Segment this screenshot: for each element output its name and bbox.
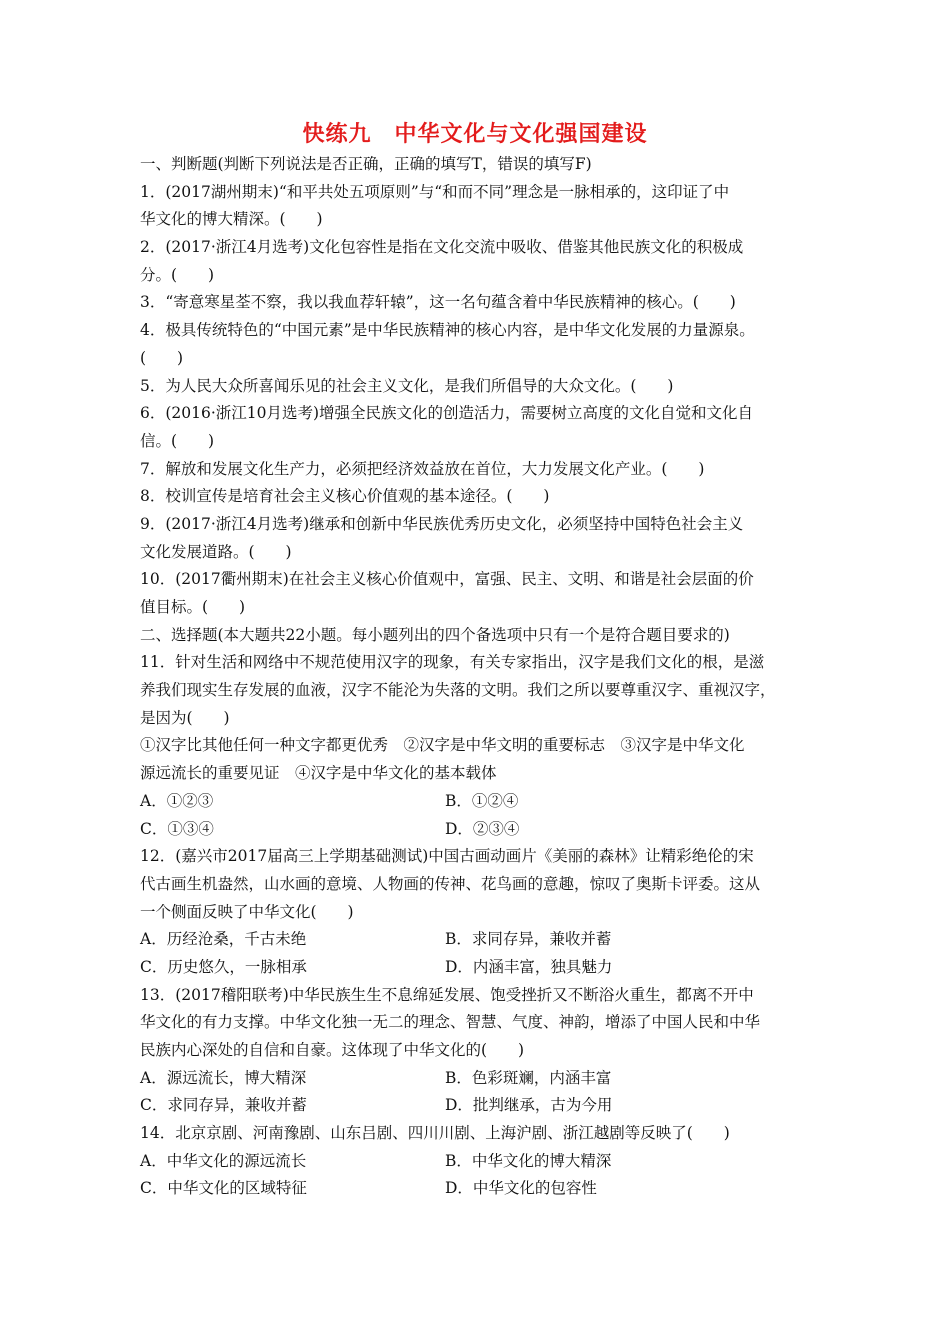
question-text-line: ①汉字比其他任何一种文字都更优秀 ②汉字是中华文明的重要标志 ③汉字是中华文化 [140,736,745,755]
document-body [140,151,820,1203]
option-row [140,926,820,954]
answer-option: B．①②④ [445,791,519,810]
question-text-line: 10．(2017衢州期末)在社会主义核心价值观中，富强、民主、文明、和谐是社会层面的价 [140,570,754,589]
judgment-item [140,317,820,372]
answer-option: A．中华文化的源远流长 [140,1151,307,1170]
question-text-line: 民族内心深处的自信和自豪。这体现了中华文化的( ) [140,1041,525,1059]
choice-question [140,982,820,1120]
question-text-line: ( ) [140,348,184,367]
question-text-line: 2．(2017·浙江4月选考)文化包容性是指在文化交流中吸收、借鉴其他民族文化的积极成 [140,238,744,257]
choice-questions [140,649,820,1203]
answer-option: A．历经沧桑，千古未绝 [140,930,307,949]
judgment-item [140,179,820,234]
choice-question [140,1120,820,1203]
question-text-line: 值目标。( ) [140,598,246,616]
option-row [140,954,820,982]
question-text-line: 一个侧面反映了中华文化( ) [140,902,354,921]
judgment-item [140,456,820,484]
question-text-line: 1．(2017湖州期末)“和平共处五项原则”与“和而不同”理念是一脉相承的，这印证了中 [140,182,730,201]
option-row [140,788,820,816]
question-text-line: 3．“寄意寒星荃不察，我以我血荐轩辕”，这一名句蕴含着中华民族精神的核心。( ) [140,293,736,312]
question-text-line: 12．(嘉兴市2017届高三上学期基础测试)中国古画动画片《美丽的森林》让精彩绝伦的宋 [140,847,754,866]
judgment-item [140,400,820,455]
question-text-line: 9．(2017·浙江4月选考)继承和创新中华民族优秀历史文化，必须坚持中国特色社会主义 [140,514,744,533]
judgment-item [140,511,820,566]
answer-option: C．求同存异，兼收并蓄 [140,1096,307,1115]
answer-option: D．②③④ [445,819,520,838]
answer-option: C．历史悠久，一脉相承 [140,957,307,976]
answer-option: B．中华文化的博大精深 [445,1151,612,1170]
section-heading-choice: 二、选择题(本大题共22小题。每小题列出的四个备选项中只有一个是符合题目要求的) [140,625,730,644]
question-text-line: 信。( ) [140,431,215,450]
judgment-item [140,373,820,401]
question-text-line: 源远流长的重要见证 ④汉字是中华文化的基本载体 [140,764,497,783]
question-text-line: 6．(2016·浙江10月选考)增强全民族文化的创造活力，需要树立高度的文化自觉和文化自 [140,404,754,423]
section-heading-judgment: 一、判断题(判断下列说法是否正确，正确的填写T，错误的填写F) [140,155,592,173]
question-text-line: 4．极具传统特色的“中国元素”是中华民族精神的核心内容，是中华文化发展的力量源泉。 [140,321,755,340]
page-title: 快练九 中华文化与文化强国建设 [302,122,648,147]
option-row [140,1092,820,1120]
answer-option: B．求同存异，兼收并蓄 [445,930,612,949]
answer-option: C．中华文化的区域特征 [140,1179,307,1198]
question-text-line: 分。( ) [140,265,215,284]
answer-option: D．中华文化的包容性 [445,1179,597,1198]
answer-option: B．色彩斑斓，内涵丰富 [445,1068,612,1087]
question-text-line: 14．北京京剧、河南豫剧、山东吕剧、四川川剧、上海沪剧、浙江越剧等反映了( ) [140,1124,730,1143]
judgment-item [140,234,820,289]
question-text-line: 是因为( ) [140,708,230,727]
question-text-line: 代古画生机盎然，山水画的意境、人物画的传神、花鸟画的意趣，惊叹了奥斯卡评委。这从 [140,874,761,893]
judgment-item [140,483,820,511]
question-text-line: 文化发展道路。( ) [140,542,292,561]
question-text-line: 养我们现实生存发展的血液，汉字不能沦为失落的文明。我们之所以要尊重汉字、重视汉字， [140,681,776,700]
answer-option: A．源远流长，博大精深 [140,1068,307,1087]
question-text-line: 11．针对生活和网络中不规范使用汉字的现象，有关专家指出，汉字是我们文化的根，是滋 [140,653,765,672]
question-text-line: 8．校训宣传是培育社会主义核心价值观的基本途径。( ) [140,487,550,506]
answer-option: C．①③④ [140,819,214,838]
answer-option: A．①②③ [140,791,214,810]
answer-option: D．内涵丰富，独具魅力 [445,957,613,976]
judgment-item [140,289,820,317]
option-row [140,1065,820,1093]
question-text-line: 华文化的有力支撑。中华文化独一无二的理念、智慧、气度、神韵，增添了中国人民和中华 [140,1013,761,1032]
answer-option: D．批判继承，古为今用 [445,1096,613,1115]
question-text-line: 7．解放和发展文化生产力，必须把经济效益放在首位，大力发展文化产业。( ) [140,459,705,478]
judgment-item [140,566,820,621]
option-row [140,816,820,844]
judgment-items [140,179,820,622]
question-text-line: 5．为人民大众所喜闻乐见的社会主义文化，是我们所倡导的大众文化。( ) [140,376,674,395]
choice-question [140,843,820,981]
choice-question [140,649,820,843]
question-text-line: 华文化的博大精深。( ) [140,210,323,229]
question-text-line: 13．(2017稽阳联考)中华民族生生不息绵延发展、饱受挫折又不断浴火重生，都离不开中 [140,985,754,1004]
option-row [140,1148,820,1176]
option-row [140,1175,820,1203]
